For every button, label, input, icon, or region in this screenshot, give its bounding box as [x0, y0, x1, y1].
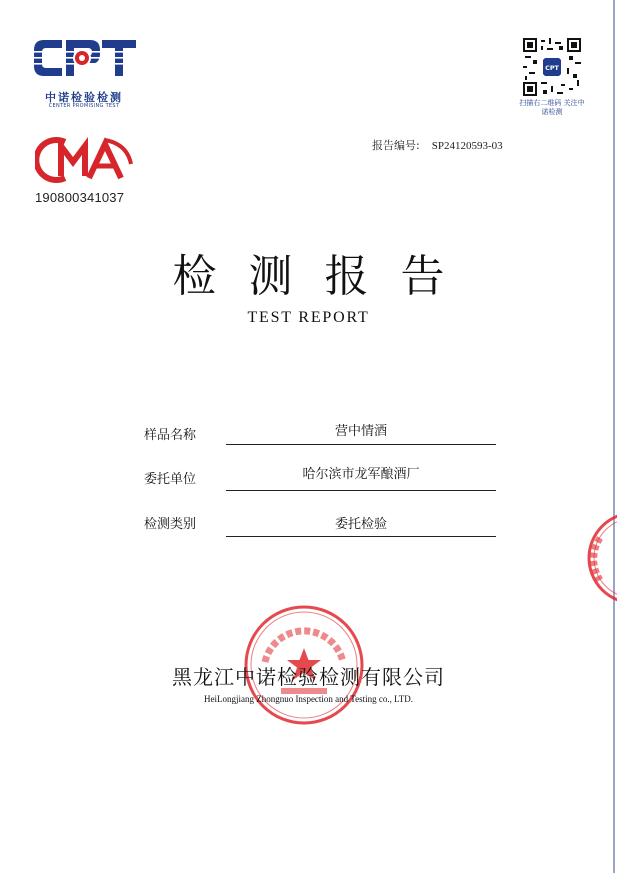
qr-caption: 扫描右二维码 关注中诺检测 [519, 99, 585, 116]
report-number [372, 137, 503, 153]
field-underline [226, 444, 496, 445]
qr-code [523, 38, 581, 96]
field-underline [226, 536, 496, 537]
company-name-cn: 黑龙江中诺检验检测有限公司 [172, 665, 445, 689]
field-label: 委托单位 [144, 472, 197, 487]
field-client [144, 463, 496, 493]
company-name-en: HeiLongjiang Zhongnuo Inspection and Testing co., LTD. [203, 694, 414, 704]
cpt-logo-cn: 中诺检验检测 [45, 91, 123, 104]
cma-logo [35, 134, 135, 184]
field-value: 哈尔滨市龙军酿酒厂 [302, 467, 420, 482]
cma-number: 190800341037 [35, 190, 125, 205]
report-title-cn: 检测报告 [172, 251, 477, 302]
page-edge [613, 0, 615, 873]
field-sample-name [144, 420, 496, 450]
report-title-en: TEST REPORT [247, 309, 370, 326]
report-number-value: SP24120593-03 [431, 140, 503, 152]
field-test-type [144, 509, 496, 539]
report-number-label: 报告编号: [372, 139, 420, 152]
field-value: 营中情酒 [334, 424, 387, 439]
edge-seal [586, 508, 617, 608]
field-label: 样品名称 [144, 428, 197, 443]
svg-text:CPT: CPT [545, 64, 559, 72]
cpt-logo-en: CENTER PROMISING TEST [48, 103, 120, 109]
field-underline [226, 490, 496, 491]
field-value: 委托检验 [334, 517, 387, 532]
field-label: 检测类别 [144, 517, 197, 532]
